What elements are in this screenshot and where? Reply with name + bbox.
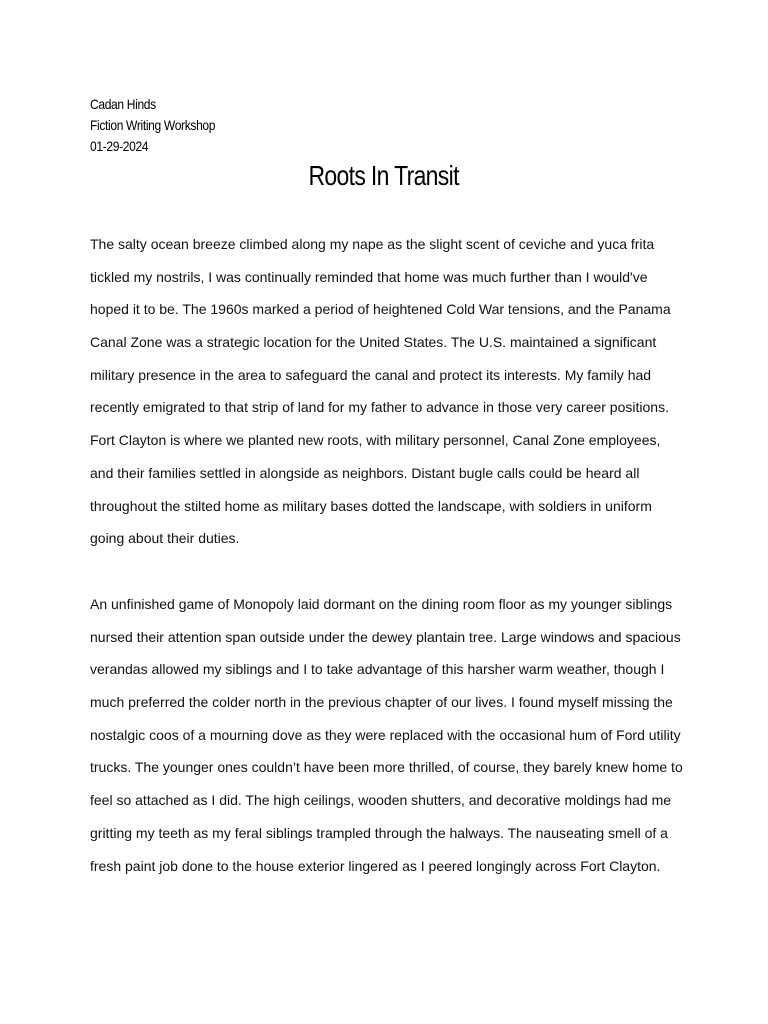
paragraph-line: military presence in the area to safeguard the canal and protect its interests. My family had [90,366,652,383]
paragraph-line: hoped it to be. The 1960s marked a period of heightened Cold War tensions, and the Panama [90,301,671,318]
paragraph-line: An unfinished game of Monopoly laid dormant on the dining room floor as my younger siblings [90,596,673,612]
paragraph-line: The salty ocean breeze climbed along my nape as the slight scent of ceviche and yuca frita [90,236,655,252]
paragraph-line: much preferred the colder north in the previous chapter of our lives. I found myself missing the [90,694,673,711]
paragraph-line: Fort Clayton is where we planted new roots, with military personnel, Canal Zone employees, [90,432,661,449]
paragraph-2 [90,594,690,888]
document-title-wrap [0,158,768,194]
course-name: Fiction Writing Workshop [90,117,216,133]
paragraph-line: throughout the stilted home as military bases dotted the landscape, with soldiers in uniform [90,497,652,514]
paragraph-line: Canal Zone was a strategic location for the United States. The U.S. maintained a significant [90,334,657,351]
paragraph-line: verandas allowed my siblings and I to take advantage of this harsher warm weather, though I [90,661,665,678]
paragraph-line: gritting my teeth as my feral siblings trampled through the halways. The nauseating smell of a [90,824,668,841]
paragraph-1 [90,234,690,561]
paragraph-line: tickled my nostrils, I was continually reminded that home was much further than I would've [90,268,648,285]
paragraph-line: nostalgic coos of a mourning dove as they were replaced with the occasional hum of Ford utility [90,726,681,743]
document-date: 01-29-2024 [90,138,149,154]
paragraph-line: and their families settled in alongside as neighbors. Distant bugle calls could be heard all [90,464,640,481]
paragraph-line: nursed their attention span outside under the dewey plantain tree. Large windows and spacious [90,628,681,645]
paragraph-line: recently emigrated to that strip of land for my father to advance in those very career positions. [90,399,669,416]
paragraph-line: going about their duties. [90,530,240,547]
document-header [90,94,215,157]
paragraph-line: trucks. The younger ones couldn’t have been more thrilled, of course, they barely knew home to [90,759,683,776]
paragraph-line: fresh paint job done to the house exterior lingered as I peered longingly across Fort Clayton. [90,857,661,874]
author-name: Cadan Hinds [90,96,156,112]
paragraph-line: feel so attached as I did. The high ceilings, wooden shutters, and decorative moldings had me [90,792,672,809]
document-title: Roots In Transit [308,160,460,191]
